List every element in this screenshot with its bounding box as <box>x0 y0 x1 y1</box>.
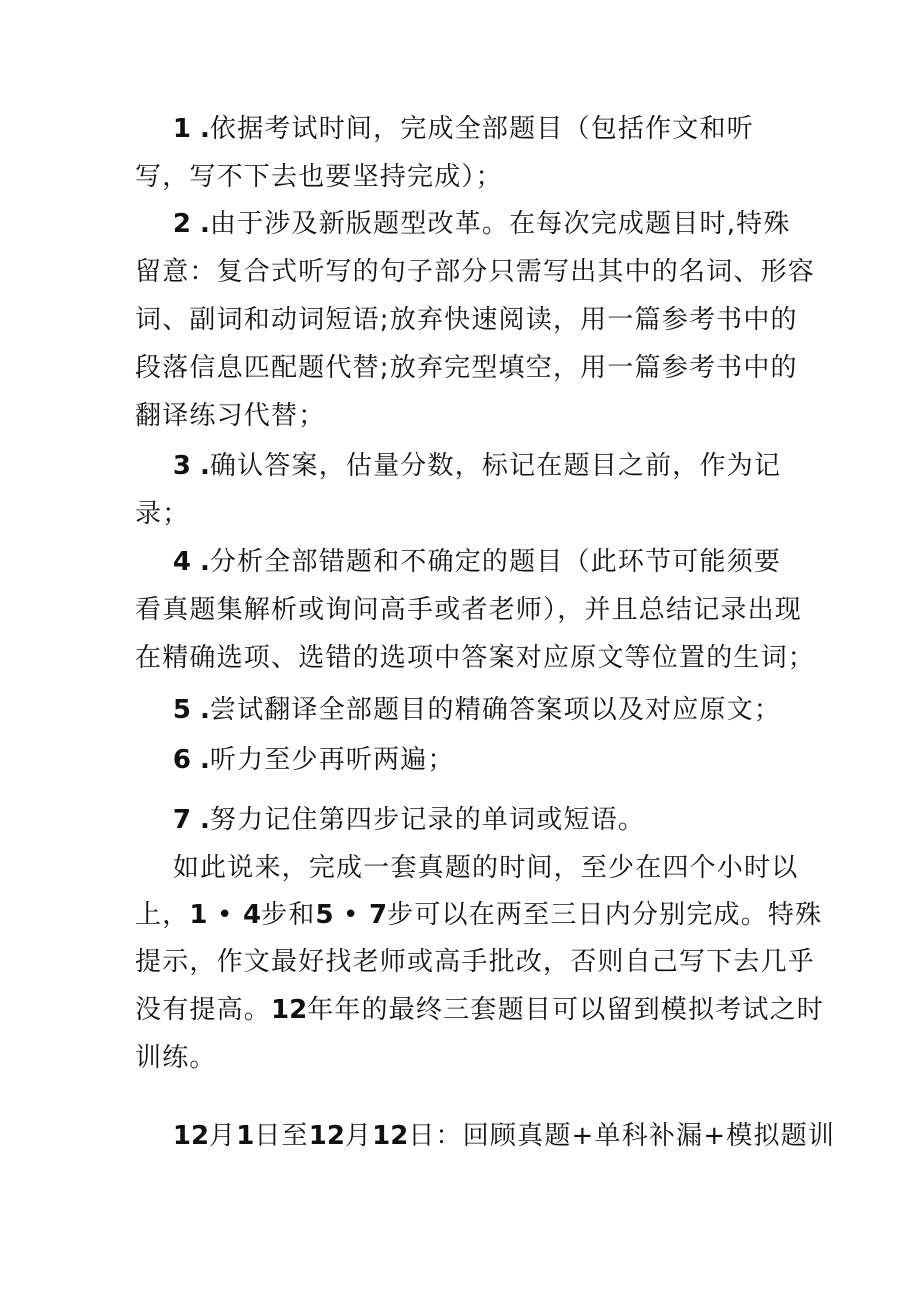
item-number: 5 <box>172 695 191 725</box>
summary-line-5: 训练。 <box>135 1043 217 1073</box>
item-number: 7 <box>172 805 191 835</box>
list-item-2-line-5: 翻译练习代替； <box>135 401 326 431</box>
list-item-4-line-3: 在精确选项、选错的选项中答案对应原文等位置的生词； <box>135 643 816 673</box>
list-item-3-line-2: 录； <box>135 499 190 529</box>
list-item-5: 5 .尝试翻译全部题目的精确答案项以及对应原文； <box>172 695 782 725</box>
schedule-line: 12月1日至12月12日：回顾真题+单科补漏+模拟题训 <box>172 1121 836 1151</box>
list-item-7: 7 .努力记住第四步记录的单词或短语。 <box>172 805 646 835</box>
list-item-2-line-1: 2 .由于涉及新版题型改革。在每次完成题目时,特殊 <box>172 209 791 239</box>
list-item-1-line-1: 1 .依据考试时间，完成全部题目（包括作文和听 <box>172 114 754 144</box>
summary-line-3: 提示，作文最好找老师或高手批改，否则自己写下去几乎 <box>135 947 816 977</box>
list-item-3-line-1: 3 .确认答案，估量分数，标记在题目之前，作为记 <box>172 451 782 481</box>
item-number: 4 <box>172 547 191 577</box>
item-number: 3 <box>172 451 191 481</box>
summary-line-4: 没有提高。12年年的最终三套题目可以留到模拟考试之时 <box>135 995 825 1025</box>
list-item-2-line-4: 段落信息匹配题代替;放弃完型填空，用一篇参考书中的 <box>135 353 798 383</box>
item-number: 6 <box>172 745 191 775</box>
list-item-1-line-2: 写，写不下去也要坚持完成）； <box>135 162 503 192</box>
item-number: 1 <box>172 114 191 144</box>
summary-line-2: 上，1 • 4步和5 • 7步可以在两至三日内分别完成。特殊 <box>135 900 823 930</box>
item-number: 2 <box>172 209 191 239</box>
list-item-4-line-1: 4 .分析全部错题和不确定的题目（此环节可能须要 <box>172 547 782 577</box>
summary-line-1: 如此说来，完成一套真题的时间，至少在四个小时以 <box>172 853 799 883</box>
list-item-2-line-3: 词、副词和动词短语;放弃快速阅读，用一篇参考书中的 <box>135 305 798 335</box>
list-item-4-line-2: 看真题集解析或询问高手或者老师），并且总结记录出现 <box>135 595 803 625</box>
list-item-2-line-2: 留意：复合式听写的句子部分只需写出其中的名词、形容 <box>135 257 816 287</box>
list-item-6: 6 .听力至少再听两遍； <box>172 745 455 775</box>
